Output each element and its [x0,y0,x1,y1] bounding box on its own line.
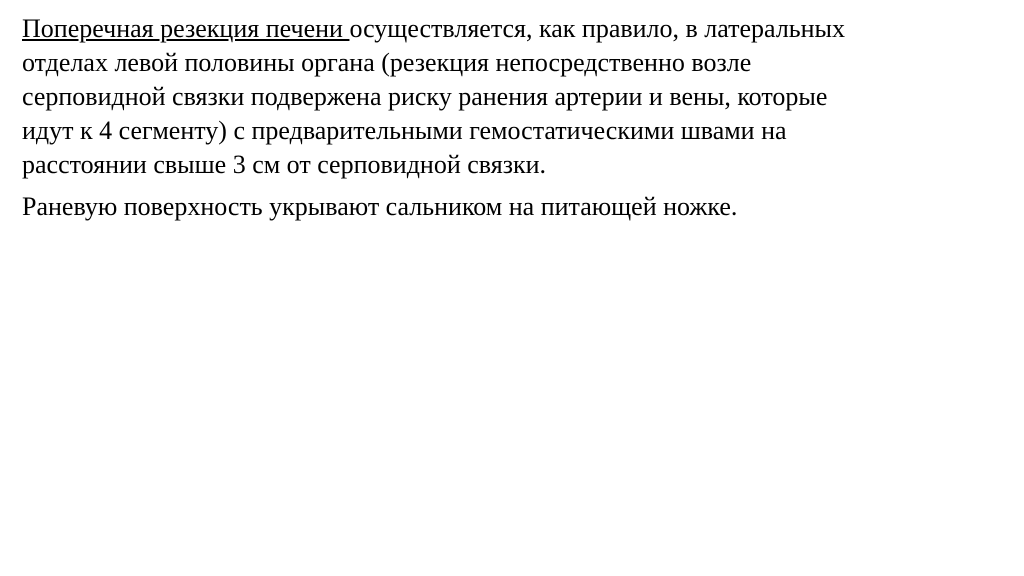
paragraph-1-line-5: расстоянии свыше 3 см от серповидной связки. [22,150,547,179]
paragraph-1-line-1-rest: осуществляется, как правило, в латеральных [349,14,846,43]
underlined-term: Поперечная резекция печени [22,14,350,43]
paragraph-wound-surface [22,190,992,224]
paragraph-1-line-2: отделах левой половины органа (резекция непосредственно возле [22,48,752,77]
paragraph-2-text: Раневую поверхность укрывают сальником на питающей ножке. [22,192,738,221]
slide-body [22,12,992,232]
paragraph-1-line-3: серповидной связки подвержена риску ранения артерии и вены, которые [22,82,828,111]
paragraph-transverse-resection [22,12,982,182]
paragraph-1-line-4: идут к 4 сегменту) с предварительными гемостатическими швами на [22,116,787,145]
